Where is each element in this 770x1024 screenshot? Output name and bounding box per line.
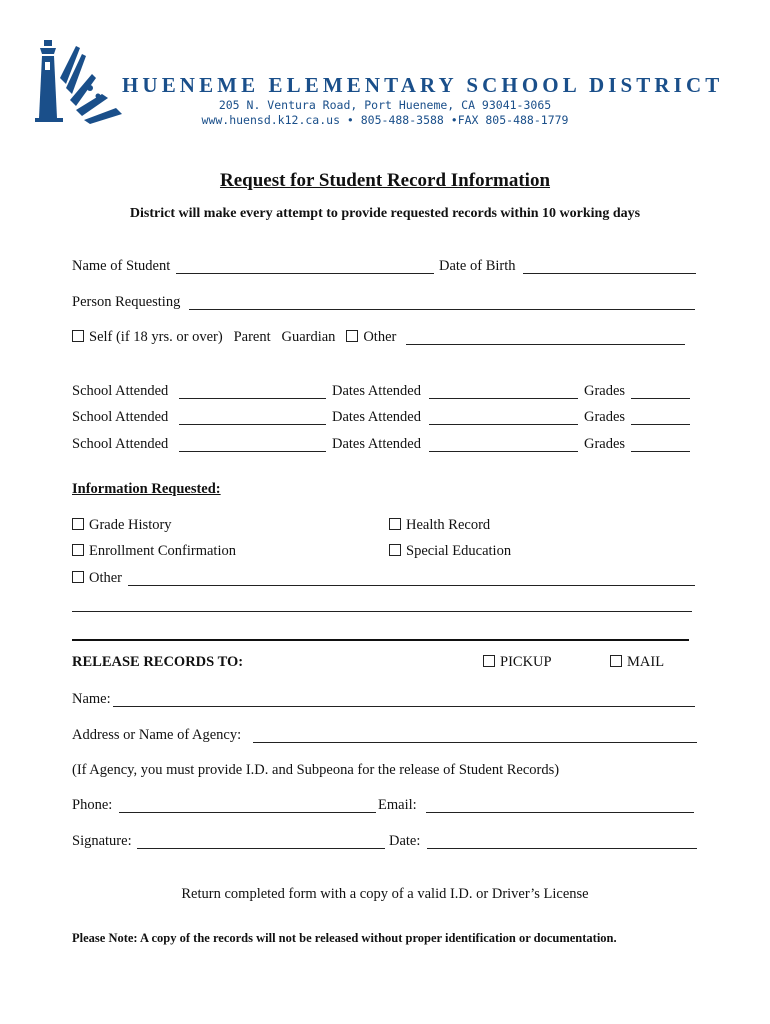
date-field[interactable] (427, 848, 697, 849)
school-attended-label: School Attended (72, 436, 169, 452)
other-info-field[interactable] (128, 585, 695, 586)
grade-history-label: Grade History (89, 517, 172, 533)
other-relationship-checkbox[interactable] (346, 330, 358, 342)
mail-option[interactable] (610, 654, 664, 671)
pickup-option[interactable] (483, 654, 552, 671)
email-label: Email: (378, 797, 417, 813)
signature-label: Signature: (72, 833, 132, 849)
dates-attended-field[interactable] (429, 451, 578, 452)
pickup-label: PICKUP (500, 654, 552, 670)
district-contact: www.huensd.k12.ca.us • 805-488-3588 •FAX 805-488-1779 (201, 113, 569, 127)
other-relationship-field[interactable] (406, 344, 685, 345)
form-title: Request for Student Record Information (219, 170, 551, 191)
self-checkbox[interactable] (72, 330, 84, 342)
special-education-label: Special Education (406, 543, 512, 559)
email-field[interactable] (426, 812, 694, 813)
dob-field[interactable] (523, 273, 696, 274)
grades-field[interactable] (631, 424, 690, 425)
pickup-checkbox[interactable] (483, 655, 495, 667)
please-note: Please Note: A copy of the records will not be released without proper identification or documentation. (72, 931, 617, 945)
self-label: Self (if 18 yrs. or over) (89, 329, 223, 345)
student-name-label: Name of Student (72, 258, 171, 274)
district-name: HUENEME ELEMENTARY SCHOOL DISTRICT (122, 73, 724, 97)
agency-note: (If Agency, you must provide I.D. and Subpeona for the release of Student Records) (72, 762, 560, 778)
school-attended-field[interactable] (179, 424, 326, 425)
release-heading: RELEASE RECORDS TO: (72, 654, 244, 670)
student-name-field[interactable] (176, 273, 434, 274)
date-label: Date: (389, 833, 421, 849)
health-record-checkbox[interactable] (389, 518, 401, 530)
special-education-checkbox[interactable] (389, 544, 401, 556)
enrollment-label: Enrollment Confirmation (89, 543, 236, 559)
section-divider (72, 639, 689, 641)
dates-attended-label: Dates Attended (332, 436, 421, 452)
grades-label: Grades (584, 436, 626, 452)
grades-label: Grades (584, 409, 626, 425)
grade-history-option[interactable] (72, 517, 172, 534)
release-name-field[interactable] (113, 706, 695, 707)
health-record-option[interactable] (389, 517, 490, 534)
grades-label: Grades (584, 383, 626, 399)
special-education-option[interactable] (389, 543, 511, 560)
health-record-label: Health Record (406, 517, 491, 533)
address-agency-label: Address or Name of Agency: (72, 727, 242, 743)
dates-attended-label: Dates Attended (332, 409, 421, 425)
school-attended-label: School Attended (72, 383, 169, 399)
mail-checkbox[interactable] (610, 655, 622, 667)
grades-field[interactable] (631, 398, 690, 399)
district-address: 205 N. Ventura Road, Port Hueneme, CA 93041-3065 (218, 98, 552, 112)
phone-label: Phone: (72, 797, 113, 813)
grade-history-checkbox[interactable] (72, 518, 84, 530)
guardian-option[interactable]: Guardian (281, 329, 336, 345)
person-requesting-label: Person Requesting (72, 294, 181, 310)
dates-attended-field[interactable] (429, 398, 578, 399)
dob-label: Date of Birth (439, 258, 516, 274)
return-note: Return completed form with a copy of a valid I.D. or Driver’s License (181, 886, 589, 902)
other-relationship-label: Other (363, 329, 397, 345)
grades-field[interactable] (631, 451, 690, 452)
address-agency-field[interactable] (253, 742, 697, 743)
signature-field[interactable] (137, 848, 385, 849)
release-name-label: Name: (72, 691, 111, 707)
person-requesting-field[interactable] (189, 309, 695, 310)
form-subtitle: District will make every attempt to provide requested records within 10 working days (129, 206, 641, 221)
other-info-option[interactable] (72, 570, 122, 587)
school-attended-field[interactable] (179, 451, 326, 452)
other-info-checkbox[interactable] (72, 571, 84, 583)
relationship-row (72, 329, 396, 346)
school-attended-label: School Attended (72, 409, 169, 425)
school-attended-field[interactable] (179, 398, 326, 399)
other-info-field-2[interactable] (72, 611, 692, 612)
phone-field[interactable] (119, 812, 376, 813)
enrollment-option[interactable] (72, 543, 236, 560)
parent-option[interactable]: Parent (233, 329, 271, 345)
mail-label: MAIL (627, 654, 665, 670)
dates-attended-field[interactable] (429, 424, 578, 425)
other-info-label: Other (89, 570, 123, 586)
enrollment-checkbox[interactable] (72, 544, 84, 556)
info-requested-heading: Information Requested: (72, 481, 221, 497)
dates-attended-label: Dates Attended (332, 383, 421, 399)
